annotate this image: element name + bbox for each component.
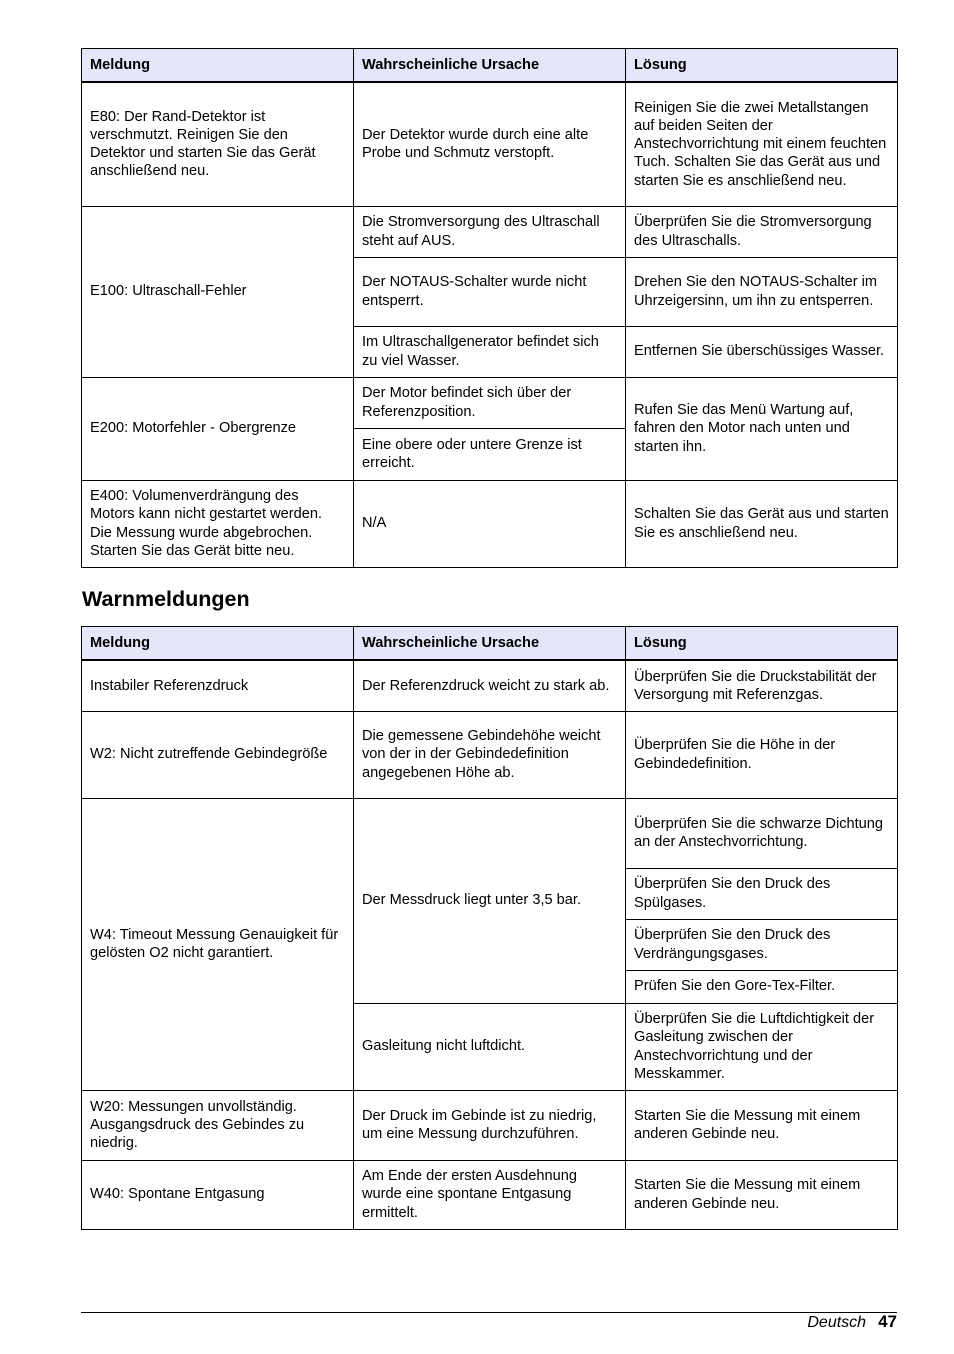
cell-ursache: Der Messdruck liegt unter 3,5 bar. [354, 798, 626, 1003]
cell-ursache: Der Detektor wurde durch eine alte Probe und Schmutz verstopft. [354, 82, 626, 206]
cell-meldung: W20: Messungen unvollständig. Ausgangsdruck des Gebindes zu niedrig. [82, 1090, 354, 1160]
cell-ursache: Die gemessene Gebindehöhe weicht von der in der Gebindedefinition angegebenen Höhe ab. [354, 711, 626, 798]
page-number: 47 [878, 1312, 897, 1331]
header-meldung: Meldung [82, 627, 354, 661]
table-row [82, 1090, 898, 1160]
footer-divider [81, 1312, 897, 1313]
cell-ursache: Eine obere oder untere Grenze ist erreicht. [354, 428, 626, 480]
cell-loesung: Überprüfen Sie die schwarze Dichtung an der Anstechvorrichtung. [626, 798, 898, 868]
cell-loesung: Überprüfen Sie den Druck des Spülgases. [626, 868, 898, 919]
cell-ursache: Der Referenzdruck weicht zu stark ab. [354, 660, 626, 711]
cell-meldung: E200: Motorfehler - Obergrenze [82, 377, 354, 480]
table-row [82, 377, 898, 428]
table-header-row [82, 627, 898, 661]
cell-ursache: Im Ultraschallgenerator befindet sich zu viel Wasser. [354, 326, 626, 377]
cell-ursache: N/A [354, 480, 626, 567]
cell-loesung: Starten Sie die Messung mit einem anderen Gebinde neu. [626, 1090, 898, 1160]
error-messages-table [81, 48, 898, 568]
page-footer [807, 1312, 897, 1333]
table-row [82, 711, 898, 798]
table-row [82, 1160, 898, 1229]
cell-meldung: W2: Nicht zutreffende Gebindegröße [82, 711, 354, 798]
cell-loesung: Starten Sie die Messung mit einem anderen Gebinde neu. [626, 1160, 898, 1229]
cell-meldung: W40: Spontane Entgasung [82, 1160, 354, 1229]
cell-loesung: Entfernen Sie überschüssiges Wasser. [626, 326, 898, 377]
cell-meldung: W4: Timeout Messung Genauigkeit für gelösten O2 nicht garantiert. [82, 798, 354, 1090]
header-loesung: Lösung [626, 627, 898, 661]
table-row [82, 660, 898, 711]
cell-ursache: Gasleitung nicht luftdicht. [354, 1003, 626, 1090]
cell-ursache: Am Ende der ersten Ausdehnung wurde eine spontane Entgasung ermittelt. [354, 1160, 626, 1229]
cell-loesung: Überprüfen Sie die Stromversorgung des Ultraschalls. [626, 206, 898, 257]
cell-meldung: E100: Ultraschall-Fehler [82, 206, 354, 377]
table-row [82, 82, 898, 206]
table-row [82, 206, 898, 257]
table-row [82, 798, 898, 868]
table-header-row [82, 49, 898, 83]
cell-loesung: Schalten Sie das Gerät aus und starten Sie es anschließend neu. [626, 480, 898, 567]
cell-loesung: Überprüfen Sie die Druckstabilität der Versorgung mit Referenzgas. [626, 660, 898, 711]
cell-loesung: Überprüfen Sie die Höhe in der Gebindedefinition. [626, 711, 898, 798]
cell-ursache: Der NOTAUS-Schalter wurde nicht entsperrt. [354, 257, 626, 326]
cell-ursache: Der Druck im Gebinde ist zu niedrig, um eine Messung durchzuführen. [354, 1090, 626, 1160]
table-row [82, 480, 898, 567]
section-title: Warnmeldungen [82, 587, 250, 611]
footer-language: Deutsch [807, 1314, 867, 1331]
cell-meldung: Instabiler Referenzdruck [82, 660, 354, 711]
warning-messages-table [81, 626, 898, 1230]
header-loesung: Lösung [626, 49, 898, 83]
cell-meldung: E400: Volumenverdrängung des Motors kann nicht gestartet werden. Die Messung wurde abgebrochen. Starten Sie das Gerät bitte neu. [82, 480, 354, 567]
cell-loesung: Überprüfen Sie die Luftdichtigkeit der Gasleitung zwischen der Anstechvorrichtung und der Messkammer. [626, 1003, 898, 1090]
cell-loesung: Reinigen Sie die zwei Metallstangen auf beiden Seiten der Anstechvorrichtung mit einem feuchten Tuch. Schalten Sie das Gerät aus und starten Sie es anschließend neu. [626, 82, 898, 206]
header-ursache: Wahrscheinliche Ursache [354, 627, 626, 661]
cell-loesung: Drehen Sie den NOTAUS-Schalter im Uhrzeigersinn, um ihn zu entsperren. [626, 257, 898, 326]
cell-meldung: E80: Der Rand-Detektor ist verschmutzt. Reinigen Sie den Detektor und starten Sie das Gerät anschließend neu. [82, 82, 354, 206]
cell-ursache: Der Motor befindet sich über der Referenzposition. [354, 377, 626, 428]
header-ursache: Wahrscheinliche Ursache [354, 49, 626, 83]
header-meldung: Meldung [82, 49, 354, 83]
cell-loesung: Rufen Sie das Menü Wartung auf, fahren den Motor nach unten und starten ihn. [626, 377, 898, 480]
cell-loesung: Überprüfen Sie den Druck des Verdrängungsgases. [626, 919, 898, 970]
cell-loesung: Prüfen Sie den Gore-Tex-Filter. [626, 970, 898, 1003]
cell-ursache: Die Stromversorgung des Ultraschall steht auf AUS. [354, 206, 626, 257]
